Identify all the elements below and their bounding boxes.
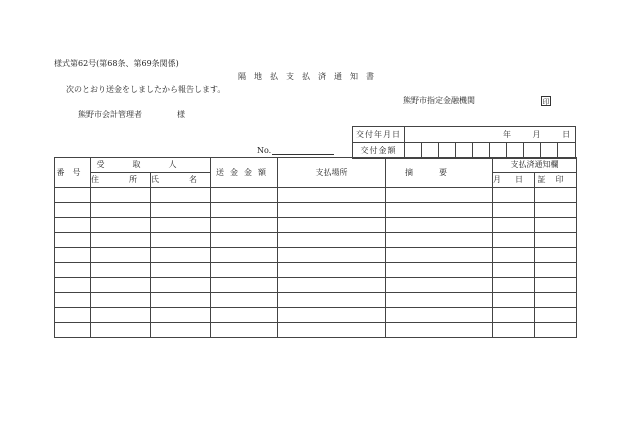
header-address: 住所: [91, 173, 151, 188]
header-summary: 摘要: [386, 158, 493, 188]
table-row: [55, 188, 577, 203]
addressee: 熊野市会計管理者: [78, 110, 142, 119]
month-label: 月: [532, 129, 541, 139]
addressee-honorific: 様: [177, 110, 185, 119]
delivery-date-label: 交付年月日: [353, 127, 405, 143]
header-notice: 支払済通知欄: [493, 158, 577, 173]
delivery-info-table: [352, 126, 576, 159]
header-name: 氏名: [151, 173, 211, 188]
form-title: 隔地払支払済通知書: [238, 72, 382, 81]
header-payment-place: 支払場所: [278, 158, 386, 188]
number-label: No.: [257, 146, 272, 155]
seal-mark: 印: [542, 98, 550, 106]
institution-name: 熊野市指定金融機関: [403, 96, 475, 105]
table-row: [55, 233, 577, 248]
header-certification: 証印: [535, 173, 577, 188]
delivery-date-field: [405, 127, 576, 143]
delivery-amount-label: 交付金額: [353, 143, 405, 159]
table-row: [55, 278, 577, 293]
table-row: [55, 293, 577, 308]
table-row: [55, 323, 577, 338]
table-row: [55, 308, 577, 323]
table-row: [55, 263, 577, 278]
table-row: [55, 203, 577, 218]
header-recipient: 受取人: [91, 158, 211, 173]
header-month-day: 月日: [493, 173, 535, 188]
form-intro: 次のとおり送金をしましたから報告します。: [66, 85, 226, 94]
header-number: 番号: [55, 158, 91, 188]
remittance-table: [54, 157, 577, 338]
form-style-number: 様式第62号(第68条、第69条関係): [54, 59, 179, 68]
table-row: [55, 218, 577, 233]
number-underline: [272, 154, 334, 155]
day-label: 日: [562, 129, 571, 139]
header-amount: 送金金額: [211, 158, 278, 188]
table-row: [55, 248, 577, 263]
year-label: 年: [503, 129, 511, 139]
